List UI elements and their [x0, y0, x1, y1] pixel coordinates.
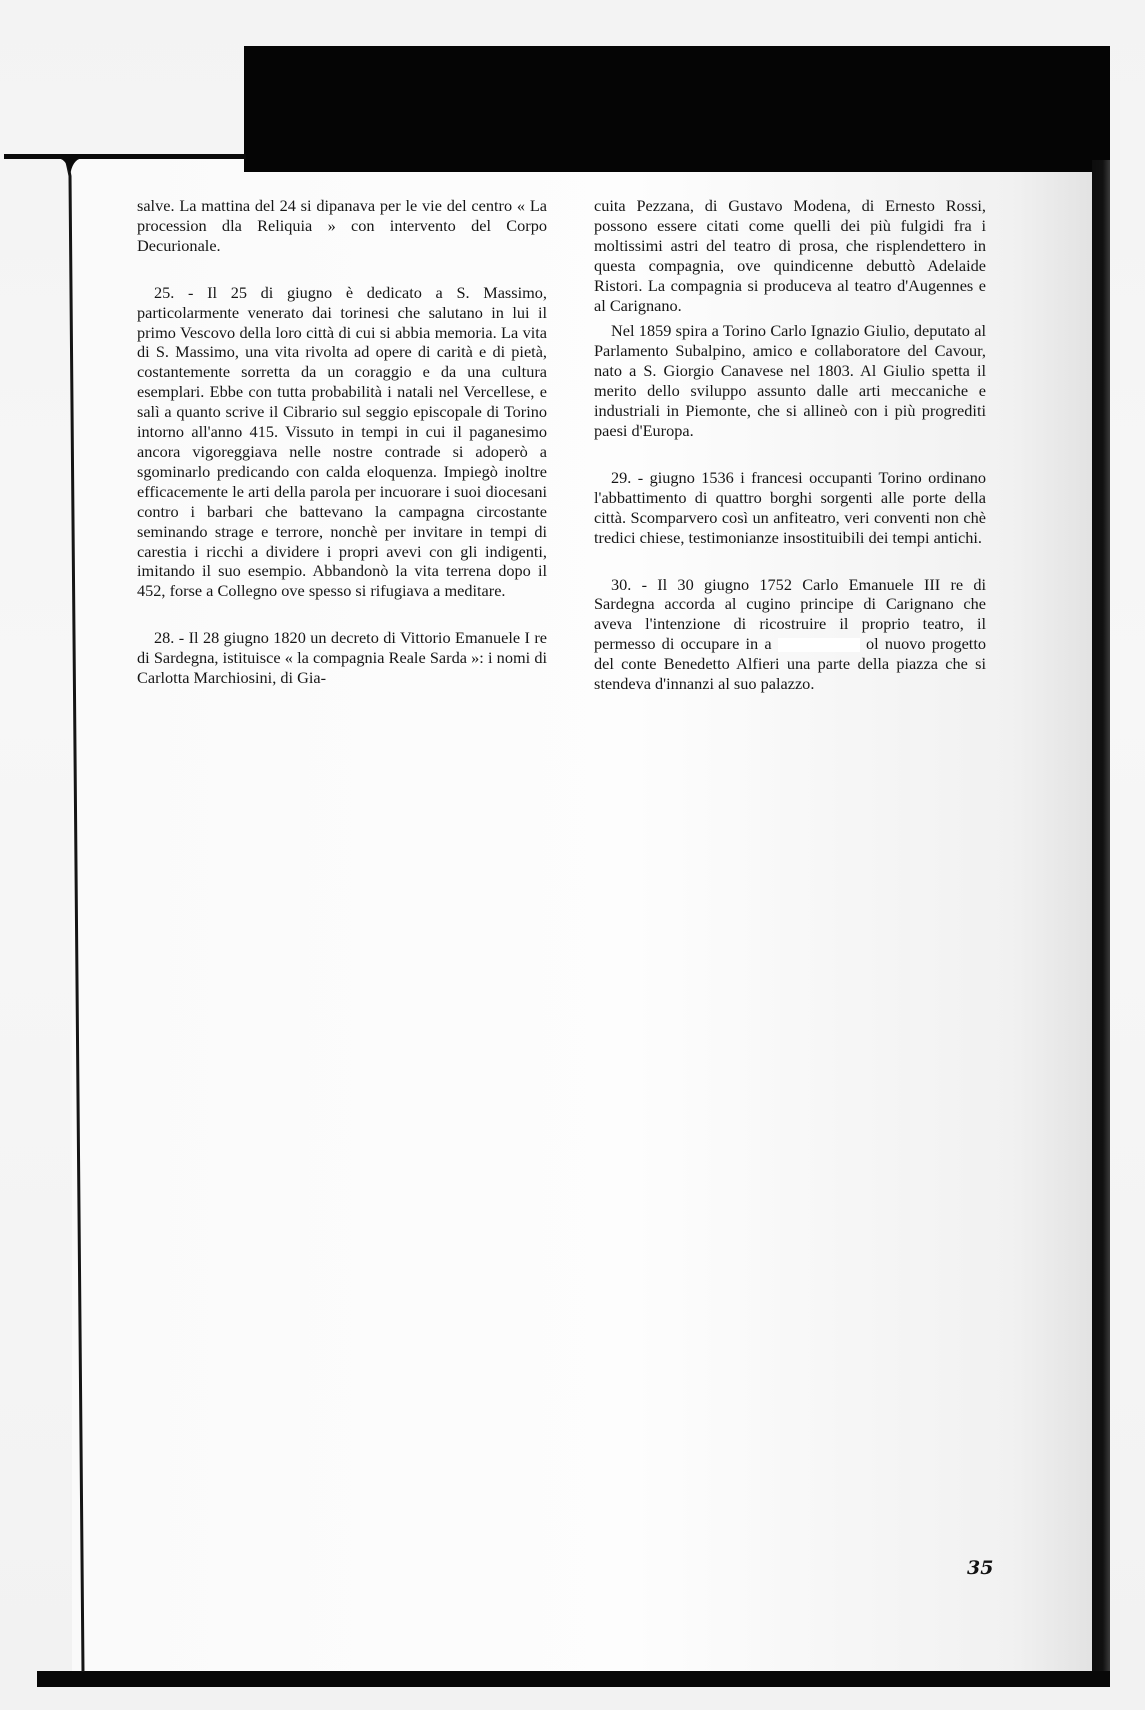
paragraph-text-before-gap: 30. - Il 30 giugno 1752 Carlo Emanuele III re di Sardegna accorda al cugino principe di Carignano che aveva l'intenzione di ricostruire il proprio teatro, il permesso di occupare in a: [594, 574, 986, 654]
paragraph-spacer: [137, 601, 547, 628]
paragraph-teatro-carignano: [594, 575, 986, 694]
paragraph-borghi-1536: 29. - giugno 1536 i francesi occupanti Torino ordinano l'abbattimento di quattro borghi sorgenti alle porte della città. Scomparvero così un anfiteatro, veri conventi non chè tredici chiese, testimonianze insostituibili dei tempi antichi.: [594, 467, 986, 547]
page-number: 35: [967, 1557, 994, 1579]
bottom-frame-bar: [37, 1671, 1110, 1687]
top-left-rule: [4, 154, 246, 159]
top-black-header-block: [244, 46, 1110, 172]
text-gap-blank: [778, 638, 860, 652]
paragraph-san-massimo: 25. - Il 25 di giugno è dedicato a S. Massimo, particolarmente venerato dai torinesi che salutano in lui il primo Vescovo della loro città di cui si abbia memoria. La vita di S. Massimo, una vita rivolta ad opere di carità e di pietà, costantemente sorretta da un coraggio e da una cultura esemplari. Ebbe con tutta probabilità i natali nel Vercellese, e salì a quanto scrive il Cibrario sul seggio episcopale di Torino intorno all'anno 415. Vissuto in tempi in cui il paganesimo ancora vigoreggiava nelle nostre contrade si adoperò a sgominarlo predicando con calda eloquenza. Impiegò inoltre efficacemente le arti della parola per incuorare i suoi diocesani contro i barbari che battevano la campagna circostante seminando strage e terrore, nonchè per invitare in tempi di carestia i ricchi a dividere i propri avevi con gli indigenti, imitando il suo esempio. Abbandonò la vita terrena dopo il 452, forse a Collegno ove spesso si rifugiava a meditare.: [137, 282, 547, 601]
paragraph-compagnia-reale-sarda: 28. - Il 28 giugno 1820 un decreto di Vittorio Emanuele I re di Sardegna, istituisce « la compagnia Reale Sarda »: i nomi di Carlotta Marchiosini, di Gia-: [137, 628, 547, 688]
paragraph-procession: salve. La mattina del 24 si dipanava per le vie del centro « La procession dla Reliquia » con intervento del Corpo Decurionale.: [137, 196, 547, 255]
paragraph-text-after-gap: ol nuovo progetto del conte Benedetto Alfieri una parte della piazza che si stendeva d'innanzi al suo palazzo.: [594, 634, 986, 694]
paragraph-compagnia-actors: cuita Pezzana, di Gustavo Modena, di Ernesto Rossi, possono essere citati come quelli dei più fulgidi fra i moltissimi astri del teatro di prosa, che risplendettero in questa compagnia, ove quindicenne debuttò Adelaide Ristori. La compagnia si produceva al teatro d'Augennes e al Carignano.: [594, 196, 986, 315]
paragraph-spacer: [594, 441, 986, 468]
right-text-column: [594, 196, 986, 694]
right-frame-bar: [1092, 160, 1110, 1687]
paragraph-spacer: [137, 256, 547, 283]
left-text-column: [137, 196, 547, 688]
paragraph-carlo-ignazio-giulio: Nel 1859 spira a Torino Carlo Ignazio Giulio, deputato al Parlamento Subalpino, amico e collaboratore del Cavour, nato a S. Giorgio Canavese nel 1803. Al Giulio spetta il merito dello sviluppo assunto dalle arti meccaniche e industriali in Piemonte, che si allineò con i più progrediti paesi d'Europa.: [594, 321, 986, 440]
paragraph-spacer: [594, 548, 986, 575]
